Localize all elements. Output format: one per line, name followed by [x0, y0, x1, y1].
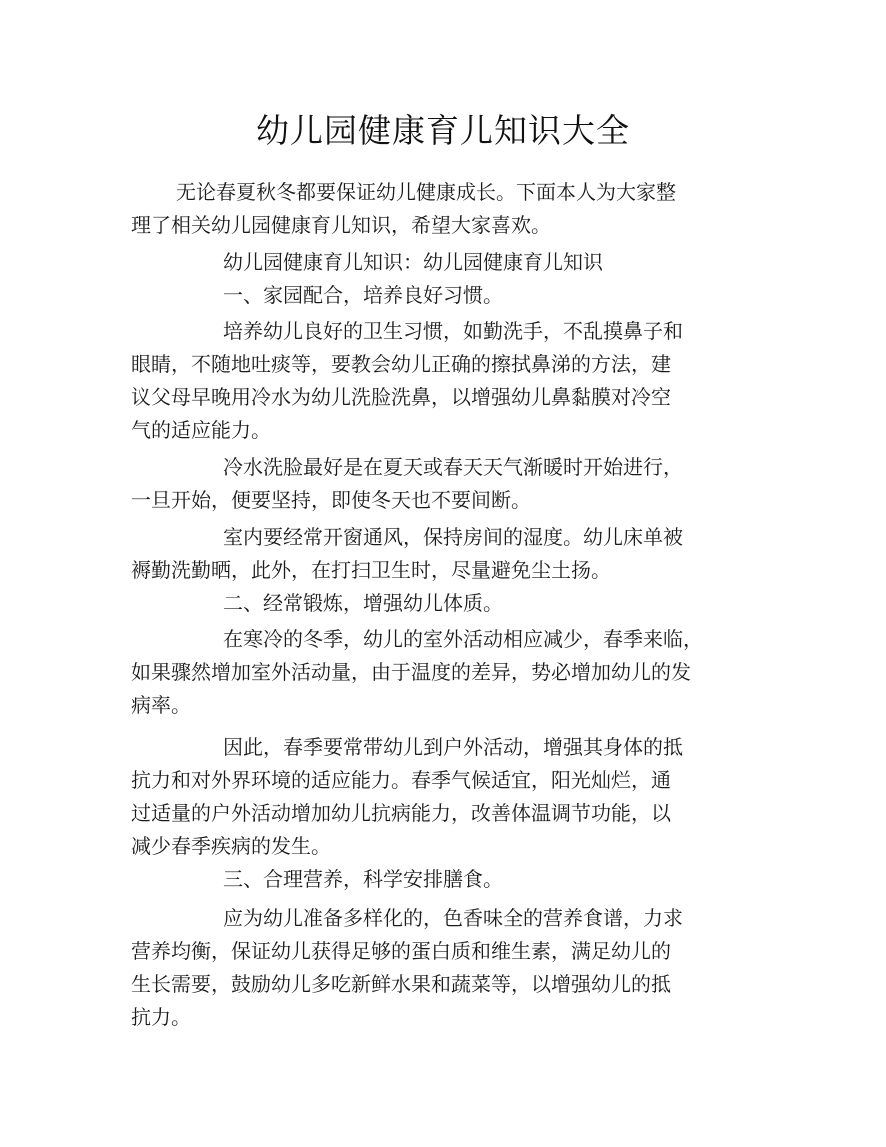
paragraph-line: 病率。 [131, 693, 191, 717]
intro-line: 理了相关幼儿园健康育儿知识，希望大家喜欢。 [131, 213, 551, 237]
document-subtitle: 幼儿园健康育儿知识：幼儿园健康育儿知识 [223, 250, 603, 274]
subtitle-block [131, 246, 731, 312]
paragraph-line: 抗力。 [131, 1005, 191, 1029]
section-1-paragraph-3 [131, 521, 731, 620]
paragraph-line: 培养幼儿良好的卫生习惯，如勤洗手，不乱摸鼻子和 [223, 319, 683, 343]
paragraph-line: 抗力和对外界环境的适应能力。春季气候适宜，阳光灿烂，通 [131, 768, 671, 792]
section-heading-2: 二、经常锻炼，增强幼儿体质。 [223, 591, 503, 615]
paragraph-line: 气的适应能力。 [131, 418, 271, 442]
paragraph-line: 因此，春季要常带幼儿到户外活动，增强其身体的抵 [223, 735, 683, 759]
section-heading-1: 一、家园配合，培养良好习惯。 [223, 283, 503, 307]
paragraph-line: 过适量的户外活动增加幼儿抗病能力，改善体温调节功能，以 [131, 801, 671, 825]
paragraph-line: 议父母早晚用冷水为幼儿洗脸洗鼻，以增强幼儿鼻黏膜对冷空 [131, 385, 671, 409]
intro-line: 无论春夏秋冬都要保证幼儿健康成长。下面本人为大家整 [176, 180, 676, 204]
section-2-paragraph-1 [131, 623, 731, 722]
paragraph-line: 在寒冷的冬季，幼儿的室外活动相应减少，春季来临， [223, 627, 703, 651]
intro-paragraph [131, 176, 731, 242]
section-3-paragraph-1 [131, 902, 731, 1034]
paragraph-line: 减少春季疾病的发生。 [131, 834, 331, 858]
section-1-paragraph-2 [131, 451, 731, 517]
paragraph-line: 营养均衡，保证幼儿获得足够的蛋白质和维生素，满足幼儿的 [131, 939, 671, 963]
section-heading-3: 三、合理营养，科学安排膳食。 [223, 867, 503, 891]
paragraph-line: 应为幼儿准备多样化的，色香味全的营养食谱，力求 [223, 906, 683, 930]
paragraph-line: 一旦开始，便要坚持，即使冬天也不要间断。 [131, 488, 531, 512]
section-1-paragraph-1 [131, 315, 731, 447]
paragraph-line: 褥勤洗勤晒，此外，在打扫卫生时，尽量避免尘土扬。 [131, 558, 611, 582]
paragraph-line: 室内要经常开窗通风，保持房间的湿度。幼儿床单被 [223, 525, 683, 549]
paragraph-line: 冷水洗脸最好是在夏天或春天天气渐暖时开始进行， [223, 455, 683, 479]
document-title: 幼儿园健康育儿知识大全 [256, 111, 630, 150]
section-2-paragraph-2 [131, 731, 731, 896]
paragraph-line: 如果骤然增加室外活动量，由于温度的差异，势必增加幼儿的发 [131, 660, 691, 684]
paragraph-line: 生长需要，鼓励幼儿多吃新鲜水果和蔬菜等，以增强幼儿的抵 [131, 972, 671, 996]
paragraph-line: 眼睛，不随地吐痰等，要教会幼儿正确的擦拭鼻涕的方法，建 [131, 352, 671, 376]
